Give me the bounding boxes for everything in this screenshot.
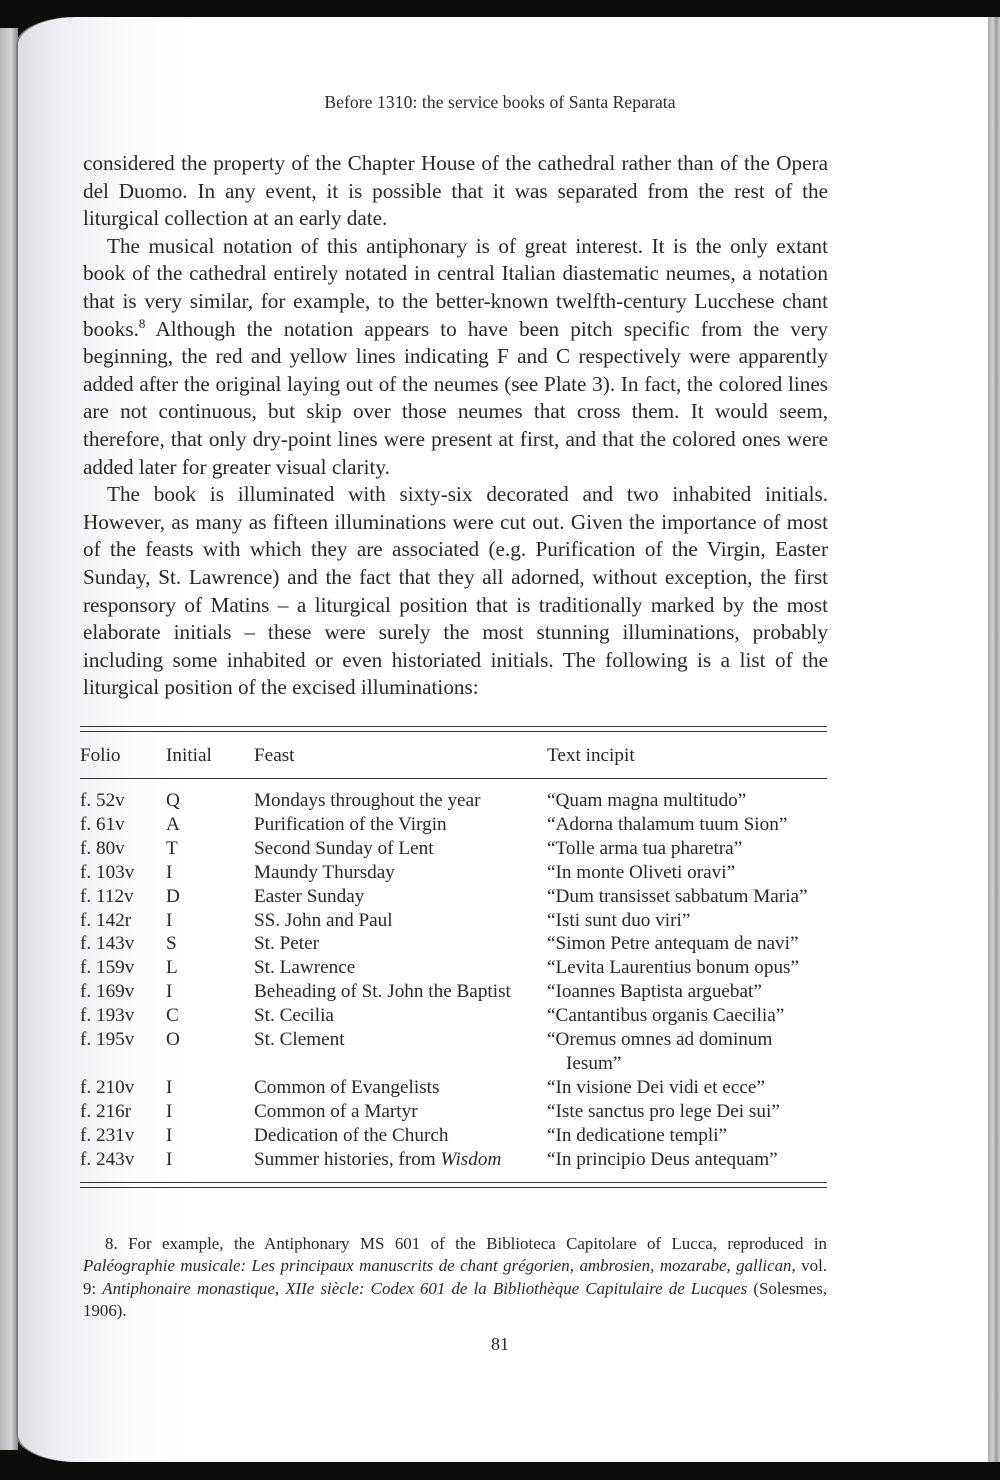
page-stack-edge [988, 17, 1000, 1462]
cell-incipit: “Iste sanctus pro lege Dei sui” [547, 1100, 780, 1122]
cell-folio: f. 80v [80, 837, 125, 859]
cell-incipit: “Ioannes Baptista arguebat” [547, 981, 762, 1003]
cell-initial: I [166, 1148, 173, 1170]
table-row [80, 813, 827, 837]
cell-initial: I [166, 1124, 173, 1146]
incipit-line-1: “Oremus omnes ad dominum [547, 1029, 773, 1051]
cell-folio: f. 195v [80, 1029, 135, 1051]
header-folio: Folio [80, 745, 121, 766]
cell-folio: f. 143v [80, 933, 135, 955]
excised-illuminations-table [80, 726, 827, 1188]
cell-folio: f. 243v [80, 1148, 135, 1170]
table-header-row [80, 732, 827, 778]
footnote-reference[interactable]: 8 [138, 315, 146, 331]
cell-feast: Purification of the Virgin [254, 813, 447, 835]
cell-incipit: “Quam magna multitudo” [547, 790, 747, 811]
cell-feast: Dedication of the Church [254, 1124, 449, 1146]
paragraph-1: considered the property of the Chapter House of the cathedral rather than of the Opera del Duomo. In any event, it is possible that it was separated from the rest of the liturgical collection at an early date. [83, 151, 828, 231]
footnote-italic-title-1: Paléographie musicale: Les principaux manuscrits de chant grégorien, ambrosien, mozarabe, gallican [83, 1256, 792, 1276]
header-feast: Feast [254, 745, 295, 766]
cell-incipit: “In principio Deus antequam” [547, 1148, 778, 1170]
table-row [80, 1148, 827, 1176]
cell-initial: I [166, 1100, 173, 1122]
header-text-incipit: Text incipit [547, 745, 635, 766]
cell-incipit: “Tolle arma tua pharetra” [547, 837, 743, 859]
cell-incipit-multiline [547, 1028, 827, 1076]
cell-initial: I [166, 909, 173, 931]
cell-initial: L [166, 957, 178, 979]
cell-folio: f. 210v [80, 1076, 135, 1098]
table-row [80, 1028, 827, 1076]
cell-initial: C [166, 1005, 179, 1027]
paragraph-2 [83, 233, 828, 481]
cell-incipit: “Cantantibus organis Caecilia” [547, 1005, 785, 1027]
cell-incipit: “Isti sunt duo viri” [547, 909, 691, 931]
cell-folio: f. 112v [80, 885, 134, 907]
cell-feast: Common of Evangelists [254, 1076, 440, 1098]
cell-feast: St. Lawrence [254, 957, 356, 979]
table-row [80, 932, 827, 956]
incipit-line-2: Iesum” [566, 1052, 622, 1074]
cell-initial: I [166, 981, 173, 1003]
table-row [80, 885, 827, 909]
cell-feast: Easter Sunday [254, 885, 365, 907]
table-bottom-rule [80, 1182, 827, 1188]
cell-feast: Maundy Thursday [254, 861, 395, 883]
cell-feast: Mondays throughout the year [254, 790, 481, 811]
cell-incipit: “Simon Petre antequam de navi” [547, 933, 799, 955]
cell-initial: Q [166, 790, 180, 811]
paragraph-2-text-a: The musical notation of this antiphonary is of great interest. It is the only extant book of the cathedral entirely notated in central Italian diastematic neumes, a notation that is very similar, for example, to the better-known twelfth-century Lucchese chant books. [83, 233, 828, 341]
body-text [83, 150, 828, 702]
cell-folio: f. 61v [80, 813, 125, 835]
cell-feast-mixed [254, 1148, 547, 1176]
cell-feast: SS. John and Paul [254, 909, 393, 931]
cell-folio: f. 169v [80, 981, 135, 1003]
paragraph-2-text-b: Although the notation appears to have been pitch specific from the very beginning, the red and yellow lines indicating F and C respectively were apparently added after the original laying out of the neumes (see Plate 3). In fact, the colored lines are not continuous, but skip over those neumes that cross them. It would seem, therefore, that only dry-point lines were present at first, and that the colored ones were added later for greater visual clarity. [83, 316, 828, 479]
cell-feast: Second Sunday of Lent [254, 837, 434, 859]
cell-folio: f. 103v [80, 861, 135, 883]
table-row [80, 1100, 827, 1124]
cell-incipit: “Dum transisset sabbatum Maria” [547, 885, 808, 907]
cell-initial: A [166, 813, 180, 835]
cell-folio: f. 193v [80, 1005, 135, 1027]
footnote-text-3: (Solesmes, 1906). [83, 1278, 827, 1321]
cell-initial: T [166, 837, 178, 859]
cell-incipit: “In dedicatione templi” [547, 1124, 728, 1146]
cell-folio: f. 231v [80, 1124, 135, 1146]
cell-feast: St. Clement [254, 1029, 345, 1051]
feast-italic-text: Wisdom [440, 1148, 502, 1170]
footnote-italic-title-2: Antiphonaire monastique, XIIe siècle: Codex 601 de la Bibliothèque Capitulaire de Lucques [102, 1278, 748, 1298]
table-row [80, 779, 827, 813]
cell-folio: f. 159v [80, 957, 135, 979]
cell-incipit: “Adorna thalamum tuum Sion” [547, 813, 788, 835]
cell-initial: I [166, 861, 173, 883]
table-row [80, 909, 827, 933]
page-number: 81 [491, 1334, 509, 1354]
feast-text: Summer histories, from [254, 1148, 441, 1170]
table-row [80, 1004, 827, 1028]
footnote-text-1: For example, the Antiphonary MS 601 of the Biblioteca Capitolare of Lucca, reproduced in [117, 1234, 827, 1253]
cell-feast: Beheading of St. John the Baptist [254, 981, 511, 1003]
cell-initial: S [166, 933, 177, 955]
table-row [80, 1124, 827, 1148]
footnote-text-2: , vol. 9: [83, 1256, 827, 1298]
cell-feast: St. Cecilia [254, 1005, 334, 1027]
table-row [80, 956, 827, 980]
table-row [80, 837, 827, 861]
paragraph-3: The book is illuminated with sixty-six decorated and two inhabited initials. However, as many as fifteen illuminations were cut out. Given the importance of most of the feasts with which they are associated (e.g. Purification of the Virgin, Easter Sunday, St. Lawrence) and the fact that they all adorned, without exception, the first responsory of Matins – a liturgical position that is traditionally marked by the most elaborate initials – these were surely the most stunning illuminations, probably including some inhabited or even historiated initials. The following is a list of the liturgical position of the excised illuminations: [83, 482, 828, 700]
footnote-8 [83, 1233, 827, 1323]
running-head: Before 1310: the service books of Santa Reparata [324, 92, 676, 112]
header-initial: Initial [166, 745, 212, 766]
footnote-number: 8. [105, 1234, 118, 1253]
cell-incipit: “Levita Laurentius bonum opus” [547, 957, 800, 979]
cell-incipit: “In monte Oliveti oravi” [547, 861, 736, 883]
cell-initial: D [166, 885, 180, 907]
cell-initial: O [166, 1029, 180, 1051]
footnote-text [83, 1233, 827, 1323]
cell-incipit: “In visione Dei vidi et ecce” [547, 1076, 765, 1098]
cell-folio: f. 52v [80, 790, 125, 811]
cell-folio: f. 216r [80, 1100, 132, 1122]
cell-folio: f. 142r [80, 909, 132, 931]
cell-feast: Common of a Martyr [254, 1100, 418, 1122]
table-row [80, 861, 827, 885]
cell-initial: I [166, 1076, 173, 1098]
table-row [80, 1076, 827, 1100]
cell-feast: St. Peter [254, 933, 320, 955]
table-row [80, 980, 827, 1004]
